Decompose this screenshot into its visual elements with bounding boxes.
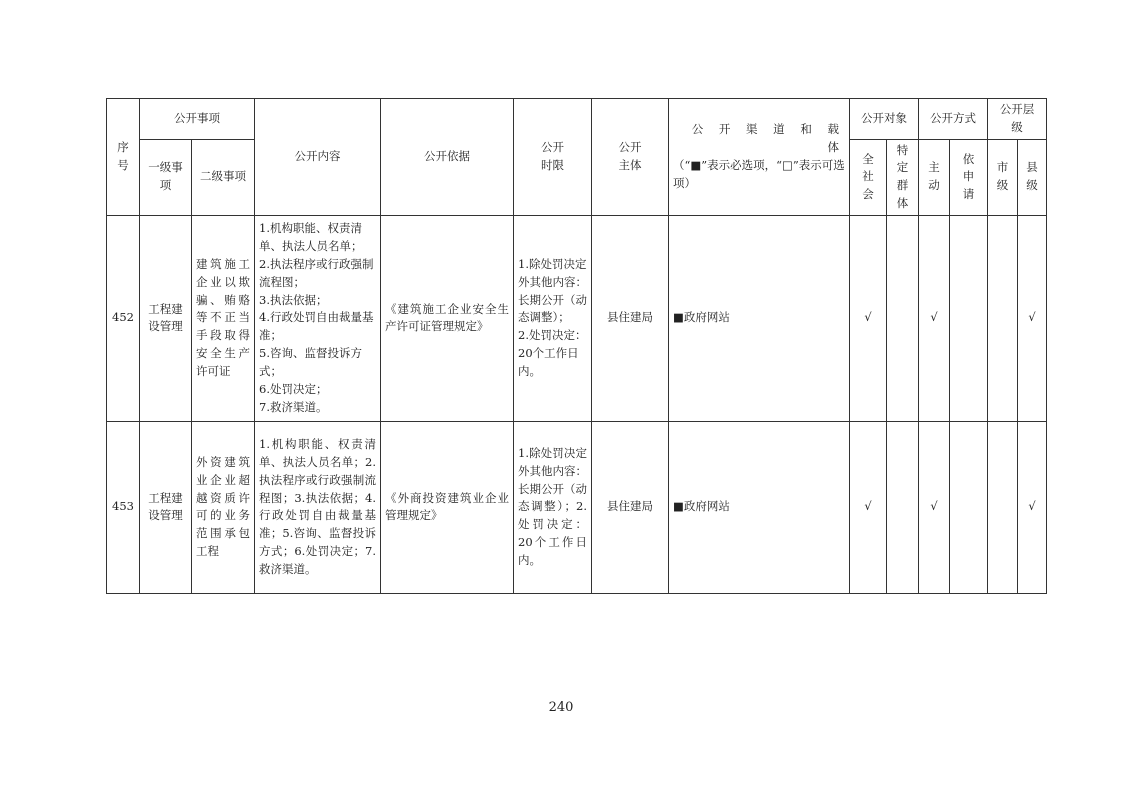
header-audience-all: 全 社 会 bbox=[850, 139, 887, 215]
cell-level-city bbox=[988, 421, 1018, 593]
cell-audience-all: √ bbox=[850, 421, 887, 593]
disclosure-table bbox=[106, 98, 1047, 594]
cell-seq: 452 bbox=[107, 215, 140, 421]
cell-level-county: √ bbox=[1018, 215, 1047, 421]
header-channel-title: 公 开 渠 道 和 载 体 bbox=[691, 122, 845, 155]
cell-time-limit: 1.除处罚决定外其他内容：长期公开（动态调整）； 2.处罚决定：20个工作日内。 bbox=[514, 215, 592, 421]
header-content: 公开内容 bbox=[255, 99, 381, 216]
header-audience-specific: 特 定 群 体 bbox=[887, 139, 919, 215]
table-row bbox=[107, 215, 1047, 421]
cell-method-active: √ bbox=[919, 421, 950, 593]
header-subject: 公开 主体 bbox=[592, 99, 669, 216]
cell-method-request bbox=[950, 215, 988, 421]
header-items: 公开事项 bbox=[140, 99, 255, 140]
header-level1: 一级事 项 bbox=[140, 139, 192, 215]
header-method: 公开方式 bbox=[919, 99, 988, 140]
header-basis: 公开依据 bbox=[381, 99, 514, 216]
header-level-county: 县 级 bbox=[1018, 139, 1047, 215]
header-channel bbox=[669, 99, 850, 216]
header-channel-note: （“■”表示必选项，“□”表示可选项） bbox=[673, 157, 845, 190]
cell-content: 1.机构职能、权责清单、执法人员名单； 2.执法程序或行政强制流程图； 3.执法依据； 4.行政处罚自由裁量基准； 5.咨询、监督投诉方式； 6.处罚决定； 7.救济渠道。 bbox=[255, 215, 381, 421]
header-audience: 公开对象 bbox=[850, 99, 919, 140]
cell-level1: 工程建 设管理 bbox=[140, 421, 192, 593]
cell-content: 1.机构职能、权责清单、执法人员名单；2.执法程序或行政强制流程图；3.执法依据；4.行政处罚自由裁量基准；5.咨询、监督投诉方式；6.处罚决定；7.救济渠道。 bbox=[255, 421, 381, 593]
cell-basis: 《建筑施工企业安全生产许可证管理规定》 bbox=[381, 215, 514, 421]
header-level: 公开层 级 bbox=[988, 99, 1047, 140]
cell-audience-specific bbox=[887, 421, 919, 593]
cell-level-city bbox=[988, 215, 1018, 421]
header-seq: 序 号 bbox=[107, 99, 140, 216]
header-method-active: 主 动 bbox=[919, 139, 950, 215]
cell-channel: ■政府网站 bbox=[669, 215, 850, 421]
cell-time-limit: 1.除处罚决定外其他内容：长期公开（动态调整）；2.处罚决定：20个工作日内。 bbox=[514, 421, 592, 593]
page-number: 240 bbox=[548, 700, 574, 715]
cell-audience-all: √ bbox=[850, 215, 887, 421]
header-time-limit: 公开 时限 bbox=[514, 99, 592, 216]
cell-level1: 工程建 设管理 bbox=[140, 215, 192, 421]
header-level-city: 市 级 bbox=[988, 139, 1018, 215]
cell-basis: 《外商投资建筑业企业管理规定》 bbox=[381, 421, 514, 593]
cell-subject: 县住建局 bbox=[592, 421, 669, 593]
cell-method-request bbox=[950, 421, 988, 593]
cell-seq: 453 bbox=[107, 421, 140, 593]
cell-subject: 县住建局 bbox=[592, 215, 669, 421]
cell-level2: 建筑施工企业以欺骗、贿赂等不正当手段取得安全生产许可证 bbox=[192, 215, 255, 421]
cell-level2: 外资建筑业企业超越资质许可的业务范围承包工程 bbox=[192, 421, 255, 593]
cell-level-county: √ bbox=[1018, 421, 1047, 593]
cell-channel: ■政府网站 bbox=[669, 421, 850, 593]
header-method-request: 依 申 请 bbox=[950, 139, 988, 215]
table-row bbox=[107, 421, 1047, 593]
cell-method-active: √ bbox=[919, 215, 950, 421]
cell-audience-specific bbox=[887, 215, 919, 421]
header-level2: 二级事项 bbox=[192, 139, 255, 215]
header-row-1 bbox=[107, 99, 1047, 140]
